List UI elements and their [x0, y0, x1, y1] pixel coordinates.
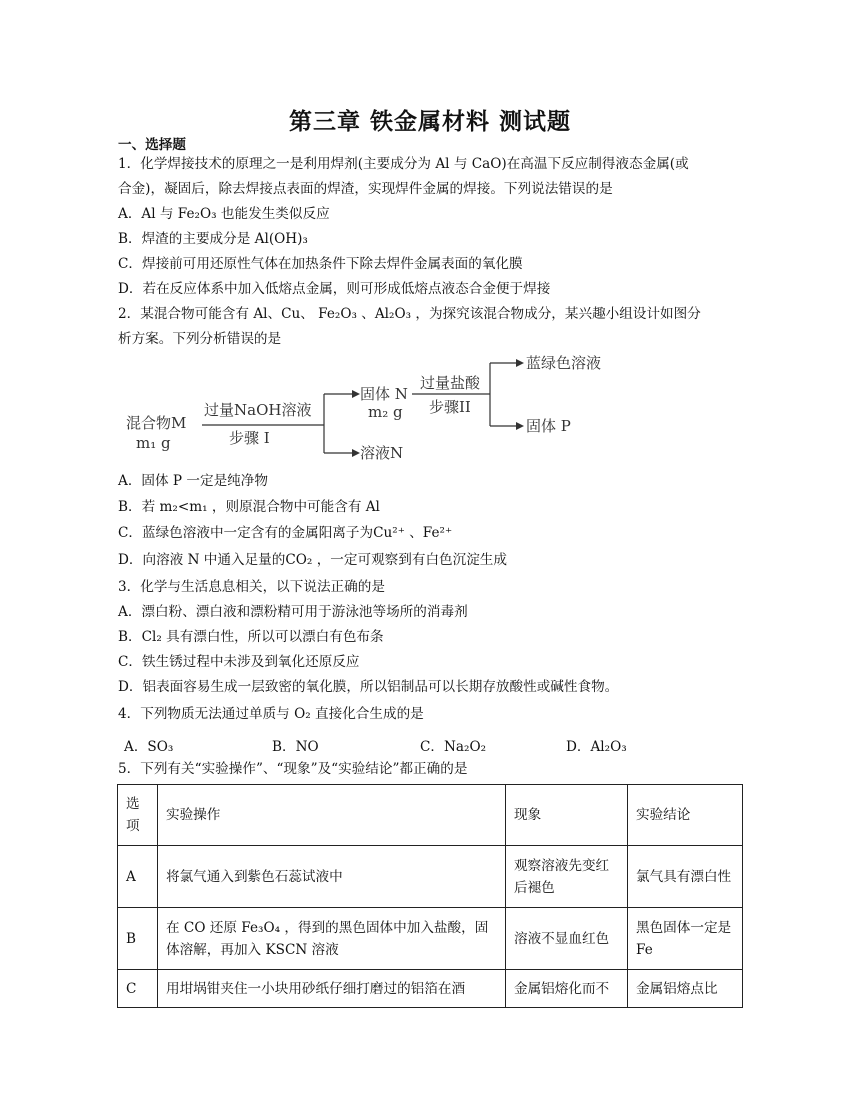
q3-option-a: A．漂白粉、漂白液和漂粉精可用于游泳池等场所的消毒剂 [118, 604, 468, 620]
diagram-arrowhead-solidP [516, 422, 524, 430]
diagram-reagent2: 过量盐酸 [420, 374, 481, 392]
diagram-m1-label: m₁ g [136, 434, 171, 452]
page-title: 第三章 铁金属材料 测试题 [288, 108, 571, 135]
table-row [118, 846, 743, 908]
q3-option-b: B．Cl₂ 具有漂白性，所以可以漂白有色布条 [118, 629, 384, 645]
diagram-solidN-label: 固体 N [360, 385, 408, 403]
q1-stem-line2: 合金)，凝固后，除去焊接点表面的焊渣，实现焊件金属的焊接。下列说法错误的是 [118, 181, 613, 197]
diagram-reagent1: 过量NaOH溶液 [204, 401, 312, 419]
q1-option-d: D．若在反应体系中加入低熔点金属，则可形成低熔点液态合金便于焊接 [118, 281, 551, 297]
q4-option-d: D．Al₂O₃ [566, 739, 627, 755]
row-c-phenomenon: 金属铝熔化而不 [506, 970, 628, 1008]
header-phenomenon: 现象 [506, 785, 628, 846]
diagram-arrowhead-solidN [352, 390, 360, 398]
diagram-solutionN-label: 溶液N [360, 444, 404, 462]
row-a-phenomenon: 观察溶液先变红后褪色 [506, 846, 628, 908]
q1-stem-line1: 1．化学焊接技术的原理之一是利用焊剂(主要成分为 Al 与 CaO)在高温下反应制得液态金属(或 [118, 156, 689, 172]
header-conclusion: 实验结论 [628, 785, 743, 846]
row-a-option: A [118, 846, 158, 908]
q4-option-a: A．SO₃ [124, 739, 174, 755]
diagram-step1: 步骤 I [229, 429, 270, 447]
header-operation: 实验操作 [158, 785, 506, 846]
row-b-operation: 在 CO 还原 Fe₃O₄ ，得到的黑色固体中加入盐酸，固体溶解，再加入 KSCN 溶液 [158, 908, 506, 970]
q4-stem: 4．下列物质无法通过单质与 O₂ 直接化合生成的是 [118, 706, 424, 722]
q3-option-d: D．铝表面容易生成一层致密的氧化膜，所以铝制品可以长期存放酸性或碱性食物。 [118, 679, 619, 695]
q5-stem: 5．下列有关“实验操作”、“现象”及“实验结论”都正确的是 [118, 761, 468, 777]
q2-option-b: B．若 m₂<m₁ ，则原混合物中可能含有 Al [118, 499, 380, 515]
row-b-conclusion: 黑色固体一定是 Fe [628, 908, 743, 970]
table-row [118, 908, 743, 970]
diagram-arrowhead-solutionN [352, 449, 360, 457]
diagram-m2-label: m₂ g [368, 403, 403, 421]
q2-option-d: D．向溶液 N 中通入足量的CO₂ ，一定可观察到有白色沉淀生成 [118, 552, 507, 568]
diagram-blue-solution: 蓝绿色溶液 [526, 354, 602, 372]
q2-option-c: C．蓝绿色溶液中一定含有的金属阳离子为Cu²⁺ 、Fe²⁺ [118, 525, 453, 541]
row-c-operation: 用坩埚钳夹住一小块用砂纸仔细打磨过的铝箔在酒 [158, 970, 506, 1008]
q5-table [117, 784, 743, 1008]
q2-option-a: A．固体 P 一定是纯净物 [118, 473, 268, 489]
q4-option-b: B．NO [272, 739, 319, 755]
table-header-row [118, 785, 743, 846]
row-c-conclusion: 金属铝熔点比 [628, 970, 743, 1008]
row-a-conclusion: 氯气具有漂白性 [628, 846, 743, 908]
q2-stem-line1: 2．某混合物可能含有 Al、Cu、 Fe₂O₃ 、Al₂O₃ ，为探究该混合物成分，某兴趣小组设计如图分 [118, 306, 701, 322]
q1-option-c: C．焊接前可用还原性气体在加热条件下除去焊件金属表面的氧化膜 [118, 256, 523, 272]
row-b-phenomenon: 溶液不显血红色 [506, 908, 628, 970]
diagram-mixture-label: 混合物M [126, 414, 187, 432]
row-a-operation: 将氯气通入到紫色石蕊试液中 [158, 846, 506, 908]
section-heading: 一、选择题 [118, 137, 186, 153]
q3-option-c: C．铁生锈过程中未涉及到氧化还原反应 [118, 654, 360, 670]
q2-stem-line2: 析方案。下列分析错误的是 [118, 331, 282, 347]
diagram-step2: 步骤II [429, 398, 471, 416]
diagram-arrowhead-blue [516, 359, 524, 367]
q1-option-a: A．Al 与 Fe₂O₃ 也能发生类似反应 [118, 206, 330, 222]
flow-diagram [124, 350, 624, 470]
diagram-solidP-label: 固体 P [526, 417, 571, 435]
table-row [118, 970, 743, 1008]
q4-option-c: C．Na₂O₂ [420, 739, 487, 755]
header-option: 选项 [118, 785, 158, 846]
q3-stem: 3．化学与生活息息相关，以下说法正确的是 [118, 579, 385, 595]
row-b-option: B [118, 908, 158, 970]
q1-option-b: B．焊渣的主要成分是 Al(OH)₃ [118, 231, 308, 247]
row-c-option: C [118, 970, 158, 1008]
